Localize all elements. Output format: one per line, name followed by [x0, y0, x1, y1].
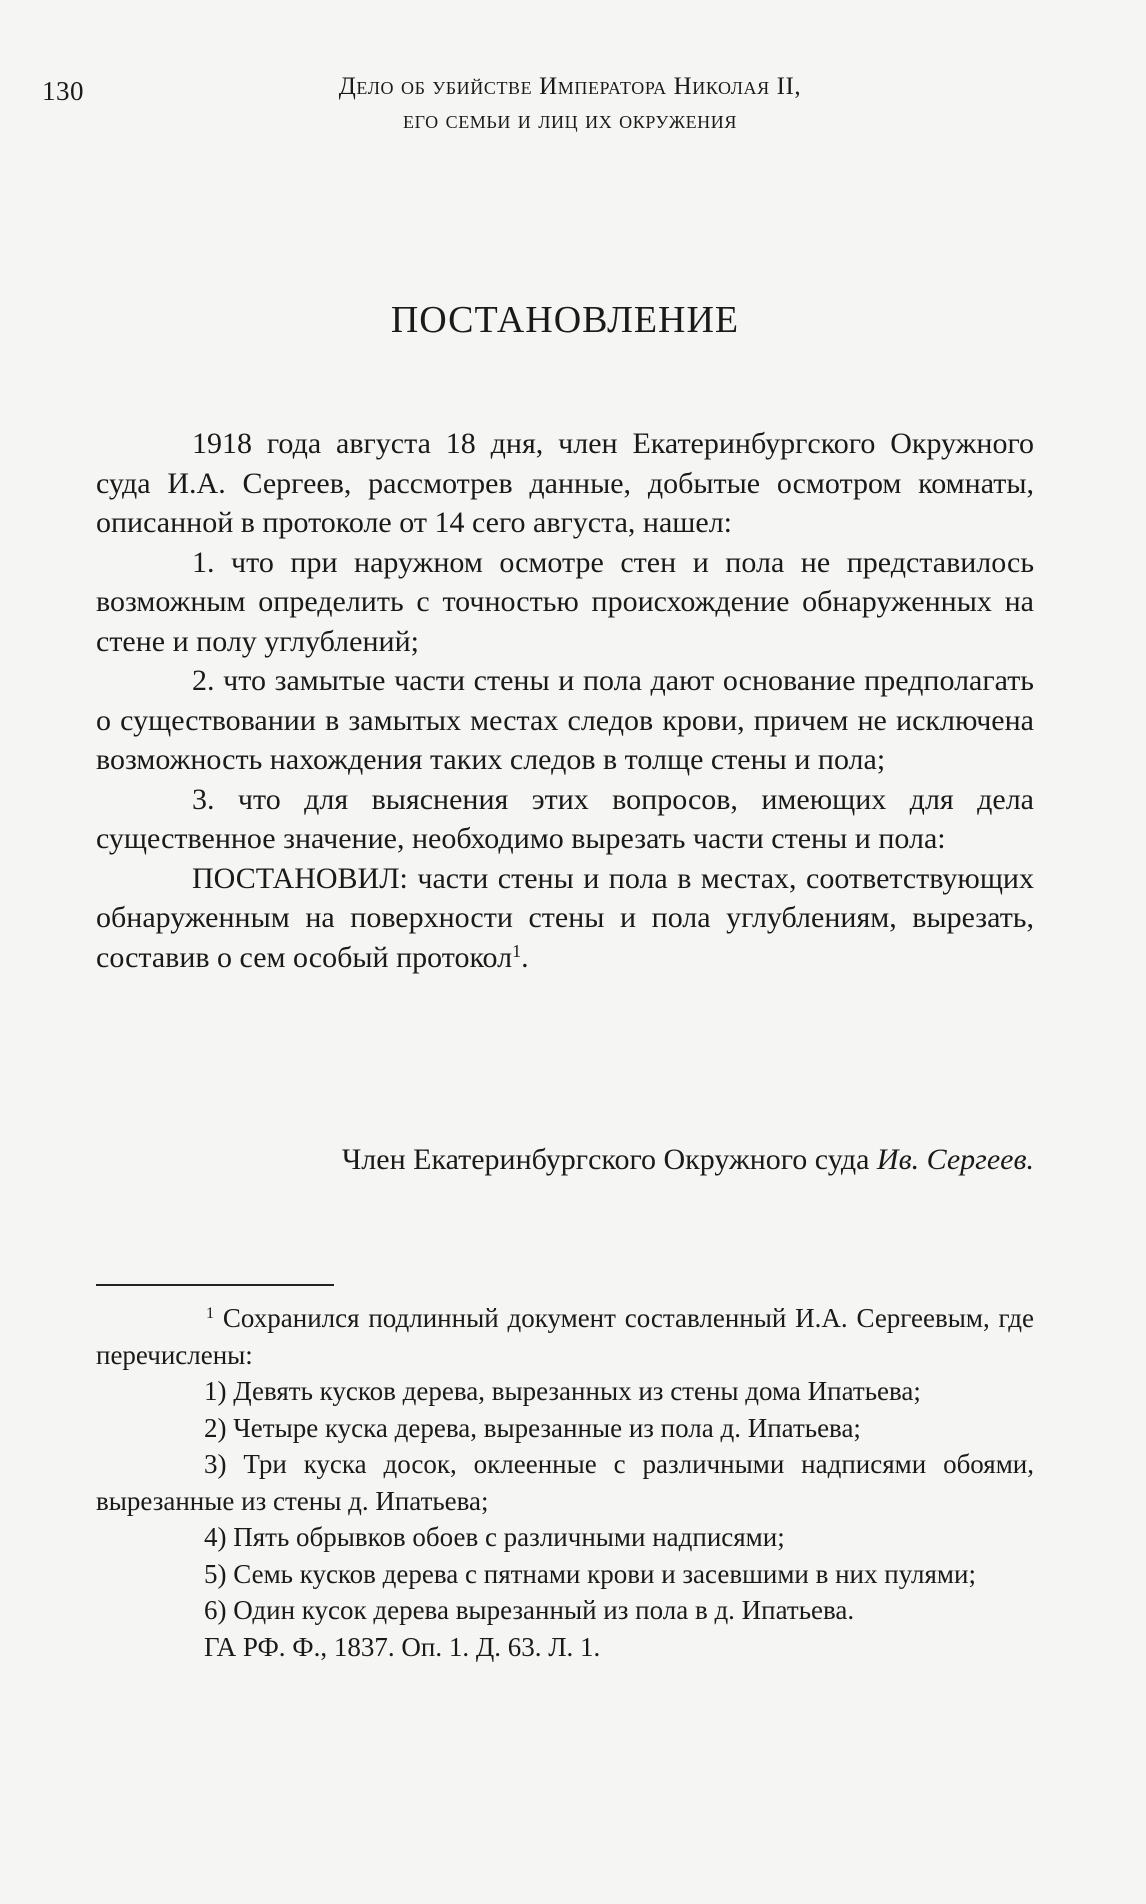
paragraph-finding-1: 1. что при наружном осмотре стен и пола не представилось возможным определить с точностью происхождение обнаруженных на стене и полу углублений; [96, 545, 1034, 658]
resolution-label: ПОСТАНОВИЛ: [192, 861, 408, 895]
footnotes [96, 1300, 1034, 1665]
footnote-divider [96, 1284, 334, 1286]
footnote-item-1: 1) Девять кусков дерева, вырезанных из стены дома Ипатьева; [204, 1376, 921, 1406]
document-body [96, 424, 1034, 977]
footnote-item-6: 6) Один кусок дерева вырезанный из пола в д. Ипатьева. [204, 1595, 855, 1625]
paragraph-resolution [96, 859, 1034, 978]
footnote-mark: 1 [206, 1304, 215, 1323]
footnote-intro [96, 1300, 1034, 1373]
signature-prefix: Член Екатеринбургского Окружного суда [341, 1143, 877, 1176]
signature-line [96, 1140, 1034, 1180]
running-head [200, 70, 940, 138]
document-title: ПОСТАНОВЛЕНИЕ [390, 299, 740, 341]
page-number: 130 [42, 76, 84, 106]
signature-name: Ив. Сергеев. [876, 1143, 1034, 1176]
resolution-text: части стены и пола в местах, соответствующих обнаруженным на поверхности стены и пола углублениям, вырезать, составив о сем особый протокол [96, 861, 1034, 974]
running-head-line-1: Дело об убийстве Императора Николая II, [338, 73, 802, 100]
footnote-item-5: 5) Семь кусков дерева с пятнами крови и засевшими в них пулями; [204, 1558, 976, 1589]
footnote-intro-text: Сохранился подлинный документ составленный И.А. Сергеевым, где перечислены: [96, 1303, 1034, 1370]
footnote-source: ГА РФ. Ф., 1837. Оп. 1. Д. 63. Л. 1. [204, 1631, 601, 1662]
paragraph-intro: 1918 года августа 18 дня, член Екатеринбургского Окружного суда И.А. Сергеев, рассмотрев данные, добытые осмотром комнаты, описанной в протоколе от 14 сего августа, нашел: [96, 427, 1034, 539]
footnote-item-2: 2) Четыре куска дерева, вырезанные из пола д. Ипатьева; [204, 1412, 861, 1443]
resolution-end: . [521, 940, 529, 974]
running-head-line-2: его семьи и лиц их окружения [403, 107, 737, 134]
footnote-item-3: 3) Три куска досок, оклеенные с различными надписями обоями, вырезанные из стены д. Ипатьева; [96, 1449, 1034, 1516]
footnote-item-4: 4) Пять обрывков обоев с различными надписями; [204, 1522, 785, 1552]
paragraph-finding-3: 3. что для выяснения этих вопросов, имеющих для дела существенное значение, необходимо вырезать части стены и пола: [96, 782, 1034, 855]
footnote-reference[interactable]: 1 [512, 940, 522, 961]
paragraph-finding-2: 2. что замытые части стены и пола дают основание предполагать о существовании в замытых местах следов крови, причем не исключена возможность нахождения таких следов в толще стены и пола; [96, 664, 1034, 776]
